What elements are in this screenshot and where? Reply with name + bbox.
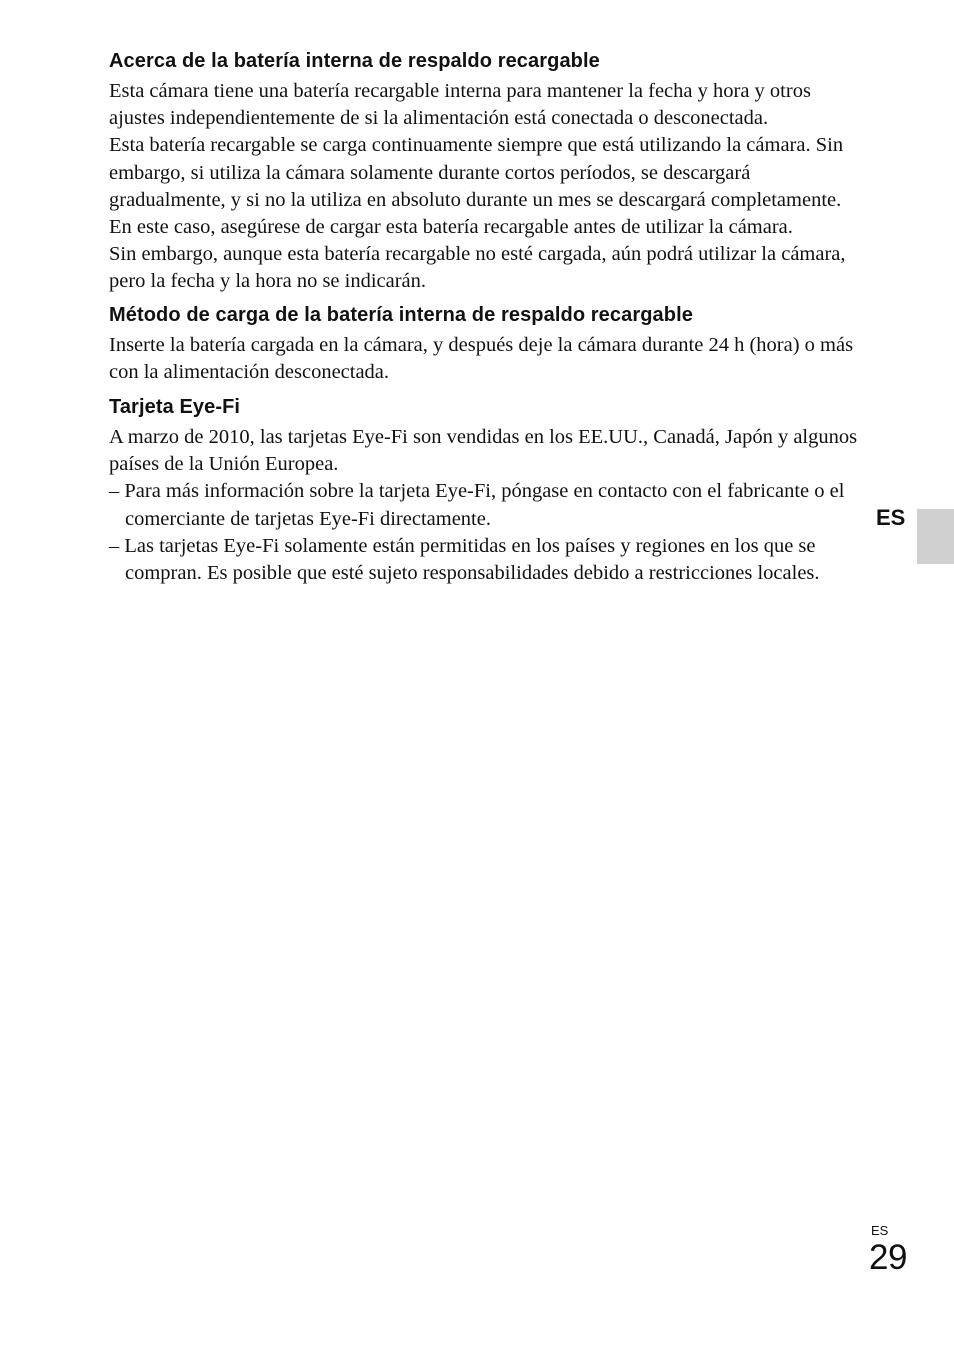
language-side-tab: [917, 509, 954, 564]
paragraph: Sin embargo, aunque esta batería recargable no esté cargada, aún podrá utilizar la cámara, pero la fecha y la hora no se indicarán.: [109, 243, 846, 293]
paragraph: Esta cámara tiene una batería recargable interna para mantener la fecha y hora y otros ajustes independientemente de si la alimentación está conectada o desconectada.: [109, 80, 811, 130]
footer-language-code: ES: [871, 1223, 889, 1238]
section-heading-backup-battery: Acerca de la batería interna de respaldo recargable: [109, 50, 600, 72]
paragraph: Esta batería recargable se carga continuamente siempre que está utilizando la cámara. Sin embargo, si utiliza la cámara solamente durante cortos períodos, se descargará gradualmente, y si no la utiliza en absoluto durante un mes se descargará completamente. En este caso, asegúrese de cargar esta batería recargable antes de utilizar la cámara.: [109, 134, 844, 239]
language-side-tab-label: ES: [876, 505, 906, 530]
note-item: – Las tarjetas Eye-Fi solamente están permitidas en los países y regiones en los que se compran. Es posible que esté sujeto responsabilidades debido a restricciones locales.: [109, 534, 820, 585]
page-number: 29: [869, 1238, 907, 1277]
page-content: [109, 48, 869, 587]
note-item: – Para más información sobre la tarjeta Eye-Fi, póngase en contacto con el fabricante o el comerciante de tarjetas Eye-Fi directamente.: [109, 480, 845, 530]
paragraph: A marzo de 2010, las tarjetas Eye-Fi son vendidas en los EE.UU., Canadá, Japón y algunos países de la Unión Europea.: [109, 426, 858, 476]
section-heading-eye-fi-card: Tarjeta Eye-Fi: [109, 396, 241, 419]
paragraph: Inserte la batería cargada en la cámara, y después deje la cámara durante 24 h (hora) o más con la alimentación desconectada.: [109, 333, 854, 383]
section-heading-charging-method: Método de carga de la batería interna de respaldo recargable: [109, 303, 693, 326]
